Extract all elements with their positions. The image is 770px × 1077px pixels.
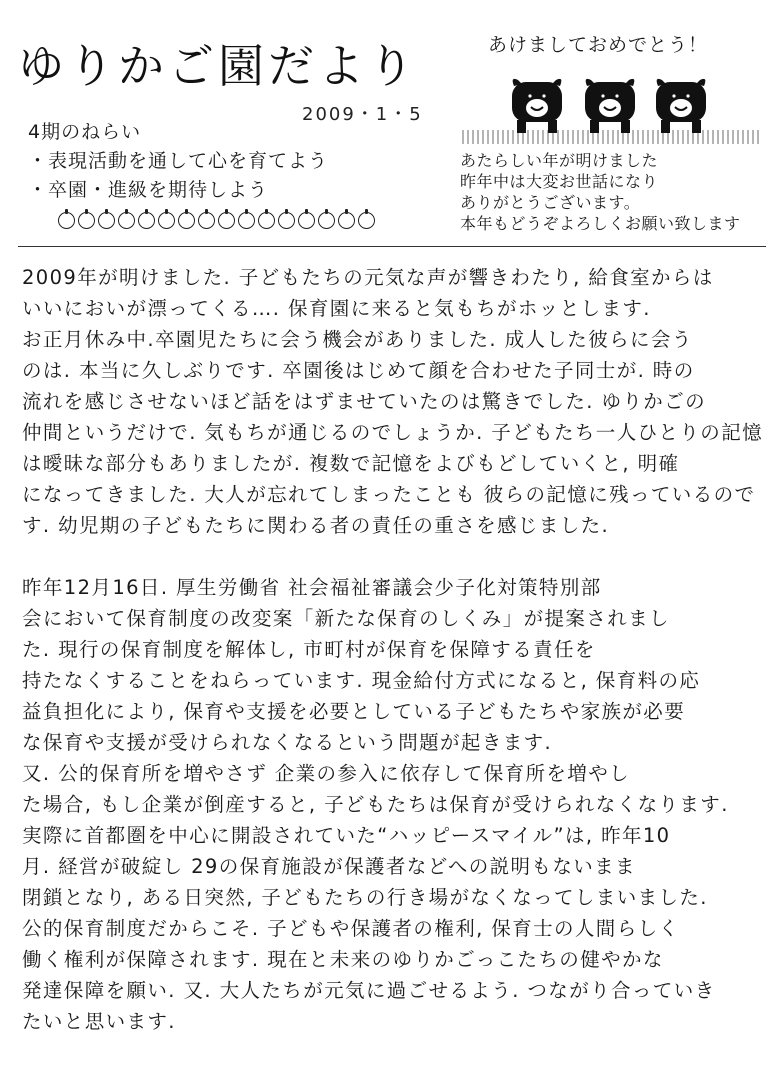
paragraph-line: 益負担化により, 保育や支援を必要としている子どもたちや家族が必要 (22, 700, 686, 723)
fruit-icon (138, 212, 155, 229)
paragraph-line: 会において保育制度の改変案「新たな保育のしくみ」が提案されまし (22, 607, 670, 630)
greeting-line: ありがとうございます。 (460, 193, 641, 212)
aim-item: ・表現活動を通して心を育てよう (28, 150, 329, 172)
paragraph-line: 公的保育制度だからこそ. 子どもや保護者の権利, 保育士の人間らしく (22, 917, 680, 940)
fruit-icon (198, 212, 215, 229)
paragraph-line: な保育や支援が受けられなくなるという問題が起きます. (22, 731, 553, 754)
fruit-icon (158, 212, 175, 229)
issue-date: 2009・1・5 (302, 104, 423, 125)
paragraph-line: たいと思います. (22, 1010, 176, 1033)
paragraph-line: 仲間というだけで. 気もちが通じるのでしょうか. 子どもたち一人ひとりの記憶 (22, 421, 763, 444)
paragraph-line: は曖昧な部分もありましたが. 複数で記憶をよびもどしていくと, 明確 (22, 452, 680, 475)
paragraph-line: 又. 公的保育所を増やさず 企業の参入に依存して保育所を増やし (22, 762, 630, 785)
body-paragraph-1 (22, 262, 762, 541)
greeting-line: 昨年中は大変お世話になり (460, 172, 659, 191)
paragraph-line: 月. 経営が破綻し 29の保育施設が保護者などへの説明もないまま (22, 855, 636, 878)
greeting-line: あたらしい年が明けました (460, 151, 659, 170)
paragraph-line: のは. 本当に久しぶりです. 卒園後はじめて顔を合わせた子同士が. 時の (22, 359, 695, 382)
term-aims (28, 118, 448, 205)
fruit-icon (218, 212, 235, 229)
fruit-icon (58, 212, 75, 229)
paragraph-line: 働く権利が保障されます. 現在と未来のゆりかごっこたちの健やかな (22, 948, 664, 971)
fruit-icon (258, 212, 275, 229)
ox-illustration-icon (652, 72, 710, 134)
header-divider (18, 246, 766, 247)
fruit-icon (238, 212, 255, 229)
paragraph-line: た場合, もし企業が倒産すると, 子どもたちは保育が受けられなくなります. (22, 793, 729, 816)
fruit-icon (278, 212, 295, 229)
ox-illustration-icon (581, 72, 639, 134)
paragraph-line: 持たなくすることをねらっています. 現金給付方式になると, 保育料の応 (22, 669, 701, 692)
paragraph-line: 流れを感じさせないほど話をはずませていたのは驚きでした. ゆりかごの (22, 390, 706, 413)
aim-item: ・卒園・進級を期待しよう (28, 179, 269, 201)
paragraph-line: 2009年が明けました. 子どもたちの元気な声が響きわたり, 給食室からは (22, 266, 714, 289)
paragraph-line: す. 幼児期の子どもたちに関わる者の責任の重さを感じました. (22, 514, 610, 537)
fruit-icon (98, 212, 115, 229)
fruit-icon (178, 212, 195, 229)
fruit-icon (338, 212, 355, 229)
fruit-icon (298, 212, 315, 229)
paragraph-line: 閉鎖となり, ある日突然, 子どもたちの行き場がなくなってしまいました. (22, 886, 708, 909)
paragraph-line: た. 現行の保育制度を解体し, 市町村が保育を保障する責任を (22, 638, 596, 661)
new-year-greeting-heading: あけましておめでとう！ (488, 34, 709, 56)
paragraph-line: 昨年12月16日. 厚生労働省 社会福祉審議会少子化対策特別部 (22, 576, 602, 599)
fruit-icon (318, 212, 335, 229)
paragraph-line: になってきました. 大人が忘れてしまったことも 彼らの記憶に残っているので (22, 483, 756, 506)
new-year-greeting-message (460, 150, 765, 234)
ox-illustration-icon (508, 72, 566, 134)
body-paragraph-2 (22, 572, 762, 1037)
fruit-icon (358, 212, 375, 229)
paragraph-line: いいにおいが漂ってくる…. 保育園に来ると気もちがホッとします. (22, 297, 651, 320)
paragraph-line: 発達保障を願い. 又. 大人たちが元気に過ごせるよう. つながり合っていき (22, 979, 716, 1002)
greeting-line: 本年もどうぞよろしくお願い致します (460, 214, 741, 233)
fruit-decoration-row (58, 212, 375, 232)
fruit-icon (78, 212, 95, 229)
paragraph-line: お正月休み中.卒園児たちに会う機会がありました. 成人した彼らに会う (22, 328, 693, 351)
paragraph-line: 実際に首都圏を中心に開設されていた“ハッピースマイル”は, 昨年10 (22, 824, 671, 847)
fruit-icon (118, 212, 135, 229)
aims-heading: 4期のねらい (28, 121, 142, 143)
newsletter-title: ゆりかご園だより (18, 39, 418, 93)
